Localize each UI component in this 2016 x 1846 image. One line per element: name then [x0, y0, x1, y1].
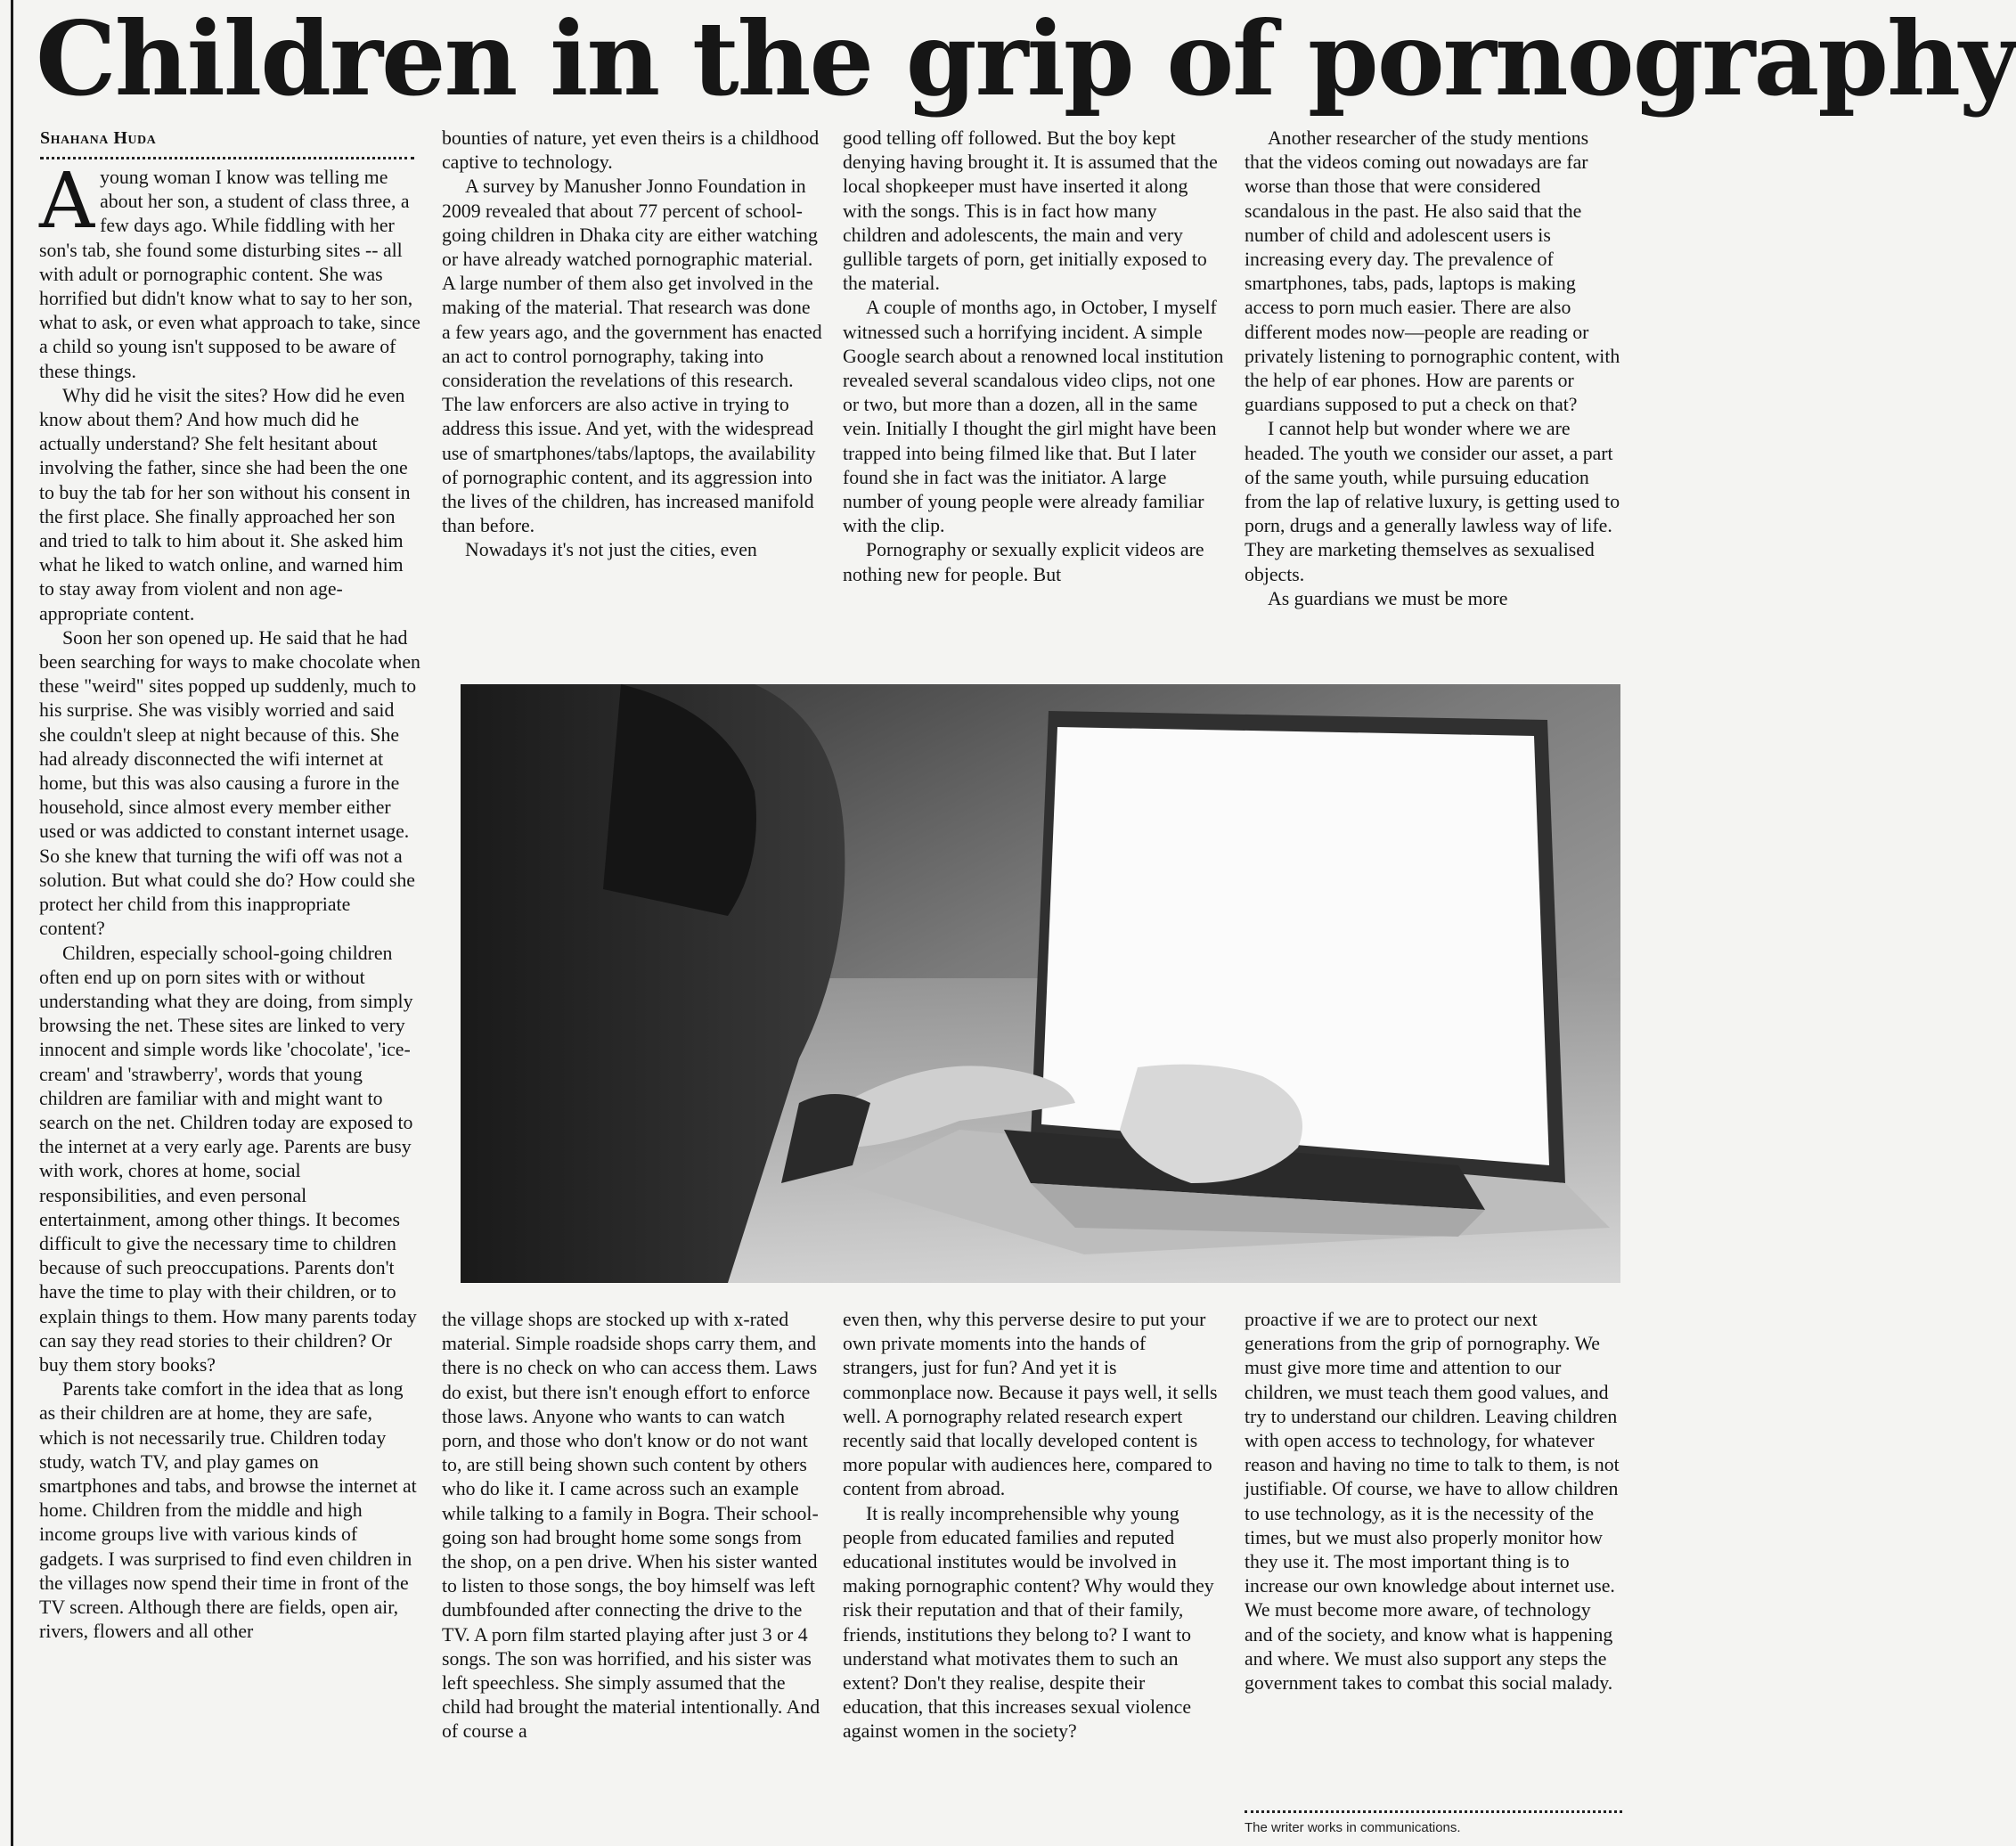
paragraph-text: young woman I know was telling me about her son, a student of class three, a few days ago. While fiddling with her son's tab, she found some disturbing sites -- all with adult or pornographic content. She was horrified but didn't know what to say to her son, what to ask, or even what approach to take, since a child so young isn't supposed to be aware of these things.: [39, 167, 420, 382]
column-4-top: [1245, 127, 1622, 611]
byline: Shahana Huda: [40, 128, 157, 148]
paragraph-2-4: the village shops are stocked up with x-rated material. Simple roadside shops carry them, and there is no check on who can access them. Laws do exist, but there isn't enough effort to enforce those laws. Anyone who wants to can watch porn, and those who don't know or do not want to, are still being shown such content by others who do like it. I came across such an example while talking to a family in Bogra. Their school-going son had brought home some songs from the shop, on a pen drive. When his sister wanted to listen to those songs, the boy himself was left dumbfounded after connecting the drive to the TV. A porn film started playing after just 3 or 4 songs. The son was horrified, and his sister was left speechless. She simply assumed that the child had brought the material intentionally. And of course a: [442, 1309, 820, 1743]
paragraph-2-2: A survey by Manusher Jonno Foundation in 2009 revealed that about 77 percent of school-going children in Dhaka city are either watching or have already watched pornographic material. A large number of them also get involved in the making of the material. That research was done a few years ago, and the government has enacted an act to control pornography, taking into consideration the revelations of this research. The law enforcers are also active in trying to address this issue. And yet, with the widespread use of smartphones/tabs/laptops, the availability of pornographic content, and its aggression into the lives of the children, has increased manifold than before.: [442, 176, 822, 537]
byline-dotted-rule: [40, 157, 414, 159]
paragraph-2-1: bounties of nature, yet even theirs is a childhood captive to technology.: [442, 127, 820, 174]
headline: Children in the grip of pornography: [36, 0, 2016, 118]
paragraph-4-1: Another researcher of the study mentions that the videos coming out nowadays are far worse than those that were considered scandalous in the past. He also said that the number of child and adolescent users is increasing every day. The prevalence of smartphones, tabs, pads, laptops is making access to porn much easier. There are also different modes now—people are reading or privately listening to pornographic content, with the help of ear phones. How are parents or guardians supposed to put a check on that?: [1245, 127, 1620, 416]
paragraph-2-3: Nowadays it's not just the cities, even: [465, 539, 757, 561]
paragraph-3-4: even then, why this perverse desire to put your own private moments into the hands of strangers, just for fun? And yet it is commonplace now. Because it pays well, it sells well. A pornography related research expert recently said that locally developed content is more popular with audiences here, compared to content from abroad.: [843, 1309, 1218, 1500]
column-1: [39, 157, 420, 1644]
paragraph-4-2: I cannot help but wonder where we are headed. The youth we consider our asset, a part of the same youth, while pursuing education from the lap of relative luxury, is getting used to porn, drugs and a generally lawless way of life. They are marketing themselves as sexualised objects.: [1245, 418, 1620, 585]
column-2-top: [442, 127, 823, 563]
column-2-bottom: [442, 1308, 823, 1744]
laptop-photo: [461, 684, 1620, 1283]
paragraph-1-1: [39, 157, 420, 384]
paragraph-1-4: Children, especially school-going children often end up on porn sites with or without understanding what they are doing, from simply browsing the net. These sites are linked to very innocent and simple words like 'chocolate', 'ice-cream' and 'strawberry', words that young children are familiar with and might want to search on the net. Children today are exposed to the internet at a very early age. Parents are busy with work, chores at home, social responsibilities, and even personal entertainment, among other things. It becomes difficult to give the necessary time to children because of such preoccupations. Parents don't have the time to play with their children, or to explain things to them. How many parents today can say they read stories to their children? Or buy them story books?: [39, 942, 417, 1376]
column-4-bottom: [1245, 1308, 1622, 1695]
paragraph-1-3: Soon her son opened up. He said that he had been searching for ways to make chocolate when these "weird" sites popped up suddenly, much to his surprise. She was visibly worried and said she couldn't sleep at night because of this. She had already disconnected the wifi internet at home, but this was also causing a furore in the household, since almost every member either used or was addicted to constant internet usage. So she knew that turning the wifi off was not a solution. But what could she do? How could she protect her child from this inappropriate content?: [39, 626, 420, 940]
column-3-top: [843, 127, 1224, 587]
writer-note: The writer works in communications.: [1245, 1820, 1461, 1835]
paragraph-3-5: It is really incomprehensible why young people from educated families and reputed educational institutes would be involved in making pornographic content? Why would they risk their reputation and that of their family, friends, institutions they belong to? I want to understand what motivates them to such an extent? Don't they realise, despite their education, that this increases sexual violence against women in the society?: [843, 1502, 1214, 1743]
paragraph-3-3: Pornography or sexually explicit videos are nothing new for people. But: [843, 539, 1204, 585]
paragraph-4-3: As guardians we must be more: [1268, 587, 1508, 609]
paragraph-3-2: A couple of months ago, in October, I myself witnessed such a horrifying incident. A simple Google search about a renowned local institution revealed several scandalous video clips, not one or two, but more than a dozen, all in the same vein. Initially I thought the girl might have been trapped into being filmed like that. But I later found she in fact was the initiator. A large number of young people were already familiar with the clip.: [843, 297, 1224, 537]
paragraph-1-2: Why did he visit the sites? How did he even know about them? And how much did he actually understand? She felt hesitant about involving the father, since she had been the one to buy the tab for her son without his consent in the first place. She finally approached her son and tried to talk to him about it. She asked him what he liked to watch online, and warned him to stay away from violent and non age-appropriate content.: [39, 384, 411, 625]
page-left-rule: [11, 0, 13, 1846]
paragraph-4-4: proactive if we are to protect our next generations from the grip of pornography. We must give more time and attention to our children, we must teach them good values, and try to understand our children. Leaving children with open access to technology, for whatever reason and having no time to talk to them, is not justifiable. Of course, we have to allow children to use technology, as it is the necessity of the times, but we must also properly monitor how they use it. The most important thing is to increase our own knowledge about internet use. We must become more aware, of technology and of the society, and know what is happening and where. We must also support any steps the government takes to combat this social malady.: [1245, 1309, 1620, 1695]
paragraph-3-1: good telling off followed. But the boy kept denying having brought it. It is assumed that the local shopkeeper must have inserted it along with the songs. This is in fact how many children and adolescents, the main and very gullible targets of porn, get initially exposed to the material.: [843, 127, 1218, 295]
drop-cap: A: [39, 157, 95, 246]
column-3-bottom: [843, 1308, 1224, 1744]
paragraph-1-5: Parents take comfort in the idea that as long as their children are at home, they are safe, which is not necessarily true. Children today study, watch TV, and play games on smartphones and tabs, and browse the internet at home. Children from the middle and high income groups live with various kinds of gadgets. I was surprised to find even children in the villages now spend their time in front of the TV screen. Although there are fields, open air, rivers, flowers and all other: [39, 1378, 417, 1643]
footer-dotted-rule: [1245, 1810, 1622, 1813]
